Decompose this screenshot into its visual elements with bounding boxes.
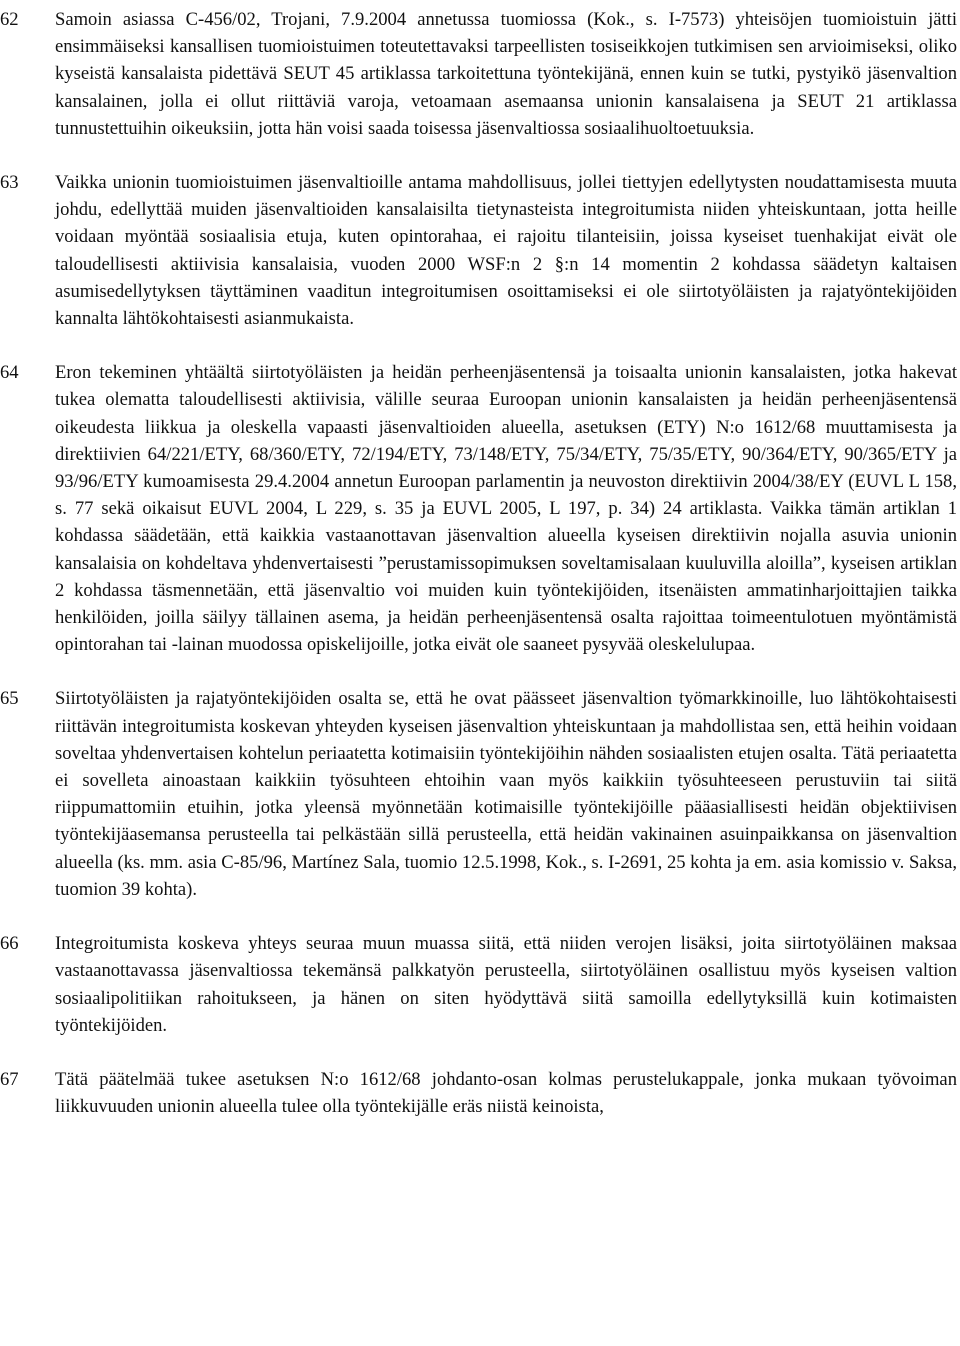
paragraph-67 <box>0 1066 960 1120</box>
paragraph-64 <box>0 359 960 658</box>
paragraph-number: 65 <box>0 688 19 710</box>
paragraph-text: Vaikka unionin tuomioistuimen jäsenvaltioille antama mahdollisuus, jollei tiettyjen edellytysten noudattamisesta muuta johdu, edellyttää muiden jäsenvaltioiden kansalaisilta tietynasteista integroitumista niiden yhteiskuntaan, jotta heille voidaan myöntää sosiaalisia etuja, kuten opintorahaa, ei rajoitu tilanteisiin, joissa kyseiset tuenhakijat eivät ole taloudellisesti aktiivisia kansalaisia, vuoden 2000 WSF:n 2 §:n 14 momentin 2 kohdassa säädetyn kaltaisen asumisedellytyksen täyttäminen vaaditun integroitumisen osoittamiseksi ei ole siirtotyöläisten ja rajatyöntekijöiden kannalta lähtökohtaisesti asianmukaista. <box>55 172 957 330</box>
paragraph-text: Integroitumista koskeva yhteys seuraa muun muassa siitä, että niiden verojen lisäksi, joita siirtotyöläinen maksaa vastaanottavassa jäsenvaltiossa tekemänsä palkkatyön perusteella, siirtotyöläinen osallistuu myös kyseisen valtion sosiaalipolitiikan rahoitukseen, ja hänen on siten hyödyttävä siitä samoilla edellytyksillä kuin kotimaisten työntekijöiden. <box>55 933 957 1036</box>
paragraph-text: Tätä päätelmää tukee asetuksen N:o 1612/68 johdanto-osan kolmas perustelukappale, jonka mukaan työvoiman liikkuvuuden unionin alueella tulee olla työntekijälle eräs niistä keinoista, <box>55 1068 957 1118</box>
paragraph-text: Eron tekeminen yhtäältä siirtotyöläisten ja heidän perheenjäsentensä ja toisaalta unionin kansalaisten, jotka hakevat tukea olematta taloudellisesti aktiivisia, välille seuraa Euroopan unionin kansalaisten ja heidän perheenjäsentensä oikeudesta liikkua ja oleskella vapaasti jäsenvaltioiden alueella, asetuksen (ETY) N:o 1612/68 muuttamisesta ja direktiivien 64/221/ETY, 68/360/ETY, 72/194/ETY, 73/148/ETY, 75/34/ETY, 75/35/ETY, 90/364/ETY, 90/365/ETY ja 93/96/ETY kumoamisesta 29.4.2004 annetun Euroopan parlamentin ja neuvoston direktiivin 2004/38/EY (EUVL L 158, s. 77 sekä oikaisut EUVL 2004, L 229, s. 35 ja EUVL 2005, L 197, p. 34) 24 artiklasta. Vaikka tämän artiklan 1 kohdassa säädetään, että kaikkia vastaanottavan jäsenvaltion alueella kyseisen direktiivin nojalla asuvia unionin kansalaisia on kohdeltava yhdenvertaisesti ”perustamissopimuksen soveltamisalaan kuuluvilla aloilla”, kyseisen artiklan 2 kohdassa täsmennetään, että jäsenvaltio voi muiden kuin työntekijöiden, itsenäisten ammatinharjoittajien taikka henkilöiden, joilla säilyy tällainen asema, ja heidän perheenjäsentensä osalta rajoittaa toimeentulotuen myöntämistä opintorahan tai -lainan muodossa opiskelijoille, jotka eivät ole saaneet pysyvää oleskelulupaa. <box>55 362 957 656</box>
paragraph-number: 63 <box>0 172 19 194</box>
paragraph-number: 66 <box>0 933 19 955</box>
paragraph-number: 64 <box>0 362 19 384</box>
paragraph-text: Samoin asiassa C-456/02, Trojani, 7.9.2004 annetussa tuomiossa (Kok., s. I-7573) yhteisöjen tuomioistuin jätti ensimmäiseksi kansallisen tuomioistuimen toteutettavaksi tarpeellisten tosiseikkojen tutkimisen sen arvioimiseksi, oliko kyseistä kansalaista pidettävä SEUT 45 artiklassa tarkoitettuna työntekijänä, ennen kuin se tutki, pystyikö jäsenvaltion kansalainen, jolla ei ollut riittäviä varoja, vetoamaan asemaansa unionin kansalaisena ja SEUT 21 artiklassa tunnustettuihin oikeuksiin, jotta hän voisi saada toisessa jäsenvaltiossa sosiaalihuoltoetuuksia. <box>55 9 957 139</box>
paragraph-63 <box>0 169 960 332</box>
paragraph-62 <box>0 6 960 142</box>
paragraph-65 <box>0 685 960 903</box>
paragraph-text: Siirtotyöläisten ja rajatyöntekijöiden osalta se, että he ovat päässeet jäsenvaltion työmarkkinoille, luo lähtökohtaisesti riittävän integroitumista koskevan yhteyden kyseisen jäsenvaltion yhteiskuntaan ja mahdollistaa sen, että heihin voidaan soveltaa yhdenvertaisen kohtelun periaatetta kotimaisiin työntekijöihin nähden sosiaalisten etujen osalta. Tätä periaatetta ei sovelleta ainoastaan kaikkiin työsuhteen ehtoihin vaan myös kaikkiin työsuhteeseen perustuviin tai siitä riippumattomiin etuihin, jotka yleensä myönnetään kotimaisille työntekijöille pääasiallisesti heidän objektiivisen työntekijäasemansa perusteella tai pelkästään sillä perusteella, että heidän vakinainen asuinpaikkansa on jäsenvaltion alueella (ks. mm. asia C-85/96, Martínez Sala, tuomio 12.5.1998, Kok., s. I-2691, 25 kohta ja em. asia komissio v. Saksa, tuomion 39 kohta). <box>55 688 957 900</box>
paragraph-number: 62 <box>0 9 19 30</box>
paragraph-66 <box>0 930 960 1039</box>
paragraph-number: 67 <box>0 1068 19 1090</box>
